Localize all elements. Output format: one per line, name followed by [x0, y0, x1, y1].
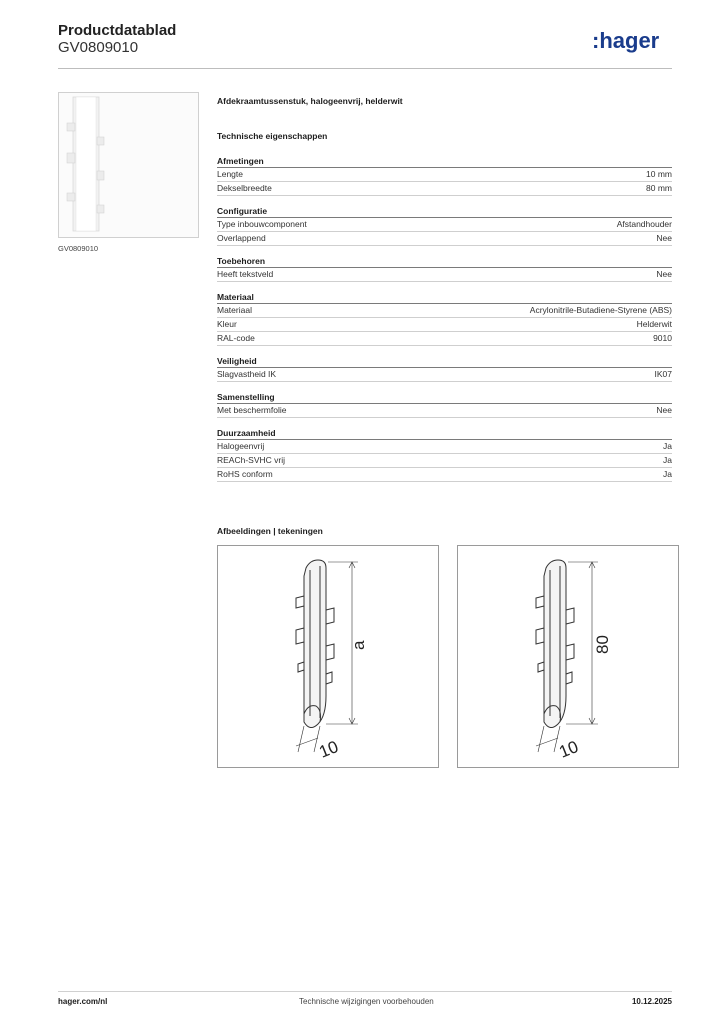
property-label: Overlappend [217, 233, 266, 243]
height-dimension-label: 80 [593, 635, 612, 654]
property-label: Materiaal [217, 305, 252, 315]
section-materiaal [217, 292, 672, 346]
section-title: Samenstelling [217, 392, 672, 404]
property-row [217, 268, 672, 282]
section-configuratie [217, 206, 672, 246]
section-title: Configuratie [217, 206, 672, 218]
property-label: RAL-code [217, 333, 255, 343]
property-label: Halogeenvrij [217, 441, 265, 451]
depth-dimension-label: 10 [316, 737, 342, 762]
technical-drawing [458, 546, 678, 767]
drawing-left [217, 545, 439, 768]
property-label: Slagvastheid IK [217, 369, 277, 379]
footer-notice: Technische wijzigingen voorbehouden [299, 997, 434, 1006]
thumbnail-caption: GV0809010 [58, 244, 99, 253]
property-label: Lengte [217, 169, 243, 179]
property-value: Ja [663, 469, 672, 479]
property-value: Ja [663, 441, 672, 451]
property-row [217, 404, 672, 418]
property-row [217, 318, 672, 332]
property-value: Helderwit [636, 319, 672, 329]
section-samenstelling [217, 392, 672, 418]
property-row [217, 440, 672, 454]
property-label: Kleur [217, 319, 237, 329]
product-properties [217, 96, 672, 492]
section-veiligheid [217, 356, 672, 382]
property-row [217, 168, 672, 182]
section-title: Afmetingen [217, 156, 672, 168]
depth-dimension-label: 10 [556, 737, 582, 762]
property-row [217, 218, 672, 232]
property-value: Acrylonitrile-Butadiene-Styrene (ABS) [529, 305, 672, 315]
section-toebehoren [217, 256, 672, 282]
product-description: Afdekraamtussenstuk, halogeenvrij, helderwit [217, 96, 403, 106]
property-row [217, 368, 672, 382]
property-value: Afstandhouder [616, 219, 672, 229]
property-row [217, 332, 672, 346]
footer-website-link[interactable]: hager.com/nl [58, 997, 108, 1006]
property-value: Nee [656, 269, 672, 279]
property-row [217, 182, 672, 196]
property-value: Nee [656, 233, 672, 243]
section-title: Duurzaamheid [217, 428, 672, 440]
property-row [217, 304, 672, 318]
section-title: Toebehoren [217, 256, 672, 268]
drawing-right [457, 545, 679, 768]
property-label: RoHS conform [217, 469, 273, 479]
technical-heading: Technische eigenschappen [217, 131, 328, 141]
footer-date: 10.12.2025 [631, 997, 672, 1006]
logo-text: :hager [592, 28, 660, 53]
property-label: Heeft tekstveld [217, 269, 274, 279]
section-afmetingen [217, 156, 672, 196]
property-row [217, 454, 672, 468]
property-label: REACh-SVHC vrij [217, 455, 286, 465]
property-row [217, 232, 672, 246]
property-row [217, 468, 672, 482]
property-label: Type inbouwcomponent [217, 219, 307, 229]
product-thumbnail [58, 92, 199, 238]
height-dimension-label: a [349, 640, 368, 650]
property-value: Ja [663, 455, 672, 465]
product-image [59, 93, 198, 237]
page-title: Productdatablad [58, 22, 177, 39]
drawings-heading: Afbeeldingen | tekeningen [217, 526, 323, 536]
property-value: 10 mm [646, 169, 672, 179]
footer-divider [58, 991, 672, 992]
property-value: 9010 [653, 333, 672, 343]
property-value: IK07 [654, 369, 672, 379]
header-divider [58, 68, 672, 69]
property-value: 80 mm [646, 183, 672, 193]
property-label: Met beschermfolie [217, 405, 287, 415]
section-title: Materiaal [217, 292, 672, 304]
hager-logo [592, 28, 676, 54]
section-title: Veiligheid [217, 356, 672, 368]
technical-drawing [218, 546, 438, 767]
section-duurzaamheid [217, 428, 672, 482]
property-value: Nee [656, 405, 672, 415]
product-code: GV0809010 [58, 39, 139, 56]
property-label: Dekselbreedte [217, 183, 272, 193]
